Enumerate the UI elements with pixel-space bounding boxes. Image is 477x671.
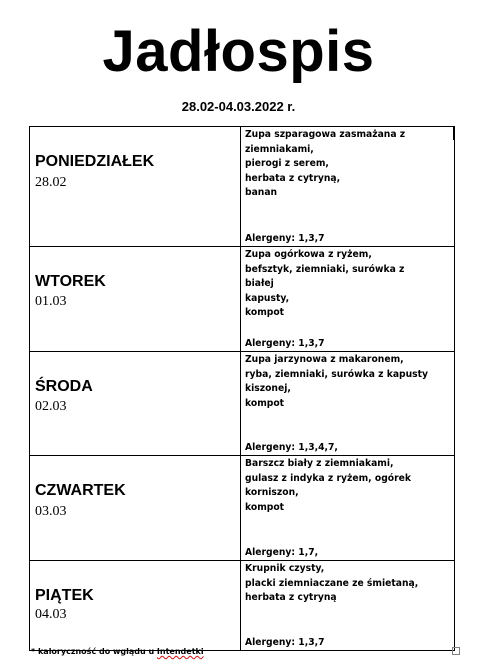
day-date: 02.03	[35, 399, 67, 414]
meal-line: ziemniakami,	[245, 143, 314, 155]
day-date: 01.03	[35, 294, 67, 309]
table-row	[30, 561, 455, 651]
meal-line: Zupa ogórkowa z ryżem,	[245, 249, 372, 260]
day-date: 04.03	[35, 607, 67, 622]
table-resize-handle[interactable]	[452, 647, 460, 655]
day-date: 28.02	[35, 175, 67, 190]
meal-cell[interactable]	[241, 456, 455, 561]
meal-line: Zupa jarzynowa z makaronem,	[245, 354, 404, 365]
table-row	[30, 352, 455, 456]
meal-line: herbata z cytryną,	[245, 172, 341, 184]
day-date: 03.03	[35, 504, 67, 519]
day-cell[interactable]	[30, 561, 241, 651]
allergens-text: Alergeny: 1,3,7	[245, 637, 325, 648]
meal-cell[interactable]	[241, 352, 455, 456]
allergens-text: Alergeny: 1,7,	[245, 547, 319, 558]
meal-description	[245, 248, 434, 321]
meal-description	[245, 128, 434, 201]
meal-line: banan	[245, 187, 278, 198]
day-name: PONIEDZIAŁEK	[35, 153, 155, 170]
allergens-text: Alergeny: 1,3,7	[245, 338, 325, 349]
footnote	[31, 646, 204, 658]
meal-line: korniszon,	[245, 487, 299, 498]
day-name: WTOREK	[35, 273, 106, 290]
day-name: PIĄTEK	[35, 587, 94, 604]
meal-line: gulasz z indyka z ryżem, ogórek	[245, 472, 412, 484]
meal-line: kiszonej,	[245, 383, 291, 394]
meal-line: Barszcz biały z ziemniakami,	[245, 458, 394, 469]
day-cell[interactable]	[30, 127, 241, 247]
allergens-text: Alergeny: 1,3,4,7,	[245, 442, 338, 453]
meal-line: placki ziemniaczane ze śmietaną,	[245, 577, 419, 589]
footnote-text: * kaloryczność do wglądu u	[31, 647, 157, 656]
meal-line: Krupnik czysty,	[245, 563, 325, 574]
meal-description	[245, 457, 434, 515]
meal-cell[interactable]	[241, 127, 455, 247]
document-title: Jadłospis	[102, 19, 375, 84]
meal-cell[interactable]	[241, 561, 455, 651]
footnote-misspelled-word[interactable]: Intendetki	[156, 647, 204, 656]
allergens-text: Alergeny: 1,3,7	[245, 233, 325, 244]
day-name: ŚRODA	[35, 378, 93, 395]
table-row	[30, 456, 455, 561]
meal-line: Zupa szparagowa zasmażana z	[245, 129, 406, 140]
meal-line: kompot	[245, 307, 285, 318]
day-cell[interactable]	[30, 456, 241, 561]
meal-line: pierogi z serem,	[245, 158, 329, 169]
meal-line: befsztyk, ziemniaki, surówka z białej	[245, 263, 405, 289]
day-cell[interactable]	[30, 247, 241, 352]
meal-line: kompot	[245, 397, 285, 409]
meal-line: herbata z cytryną	[245, 592, 337, 603]
menu-table	[29, 126, 455, 651]
meal-description	[245, 353, 434, 411]
day-name: CZWARTEK	[35, 482, 126, 499]
meal-line: kompot	[245, 501, 285, 513]
meal-cell[interactable]	[241, 247, 455, 352]
meal-line: kapusty,	[245, 292, 290, 304]
table-row	[30, 127, 455, 247]
table-row	[30, 247, 455, 352]
day-cell[interactable]	[30, 352, 241, 456]
meal-description	[245, 562, 434, 606]
meal-line: ryba, ziemniaki, surówka z kapusty	[245, 368, 429, 380]
date-range: 28.02-04.03.2022 r.	[181, 99, 296, 114]
